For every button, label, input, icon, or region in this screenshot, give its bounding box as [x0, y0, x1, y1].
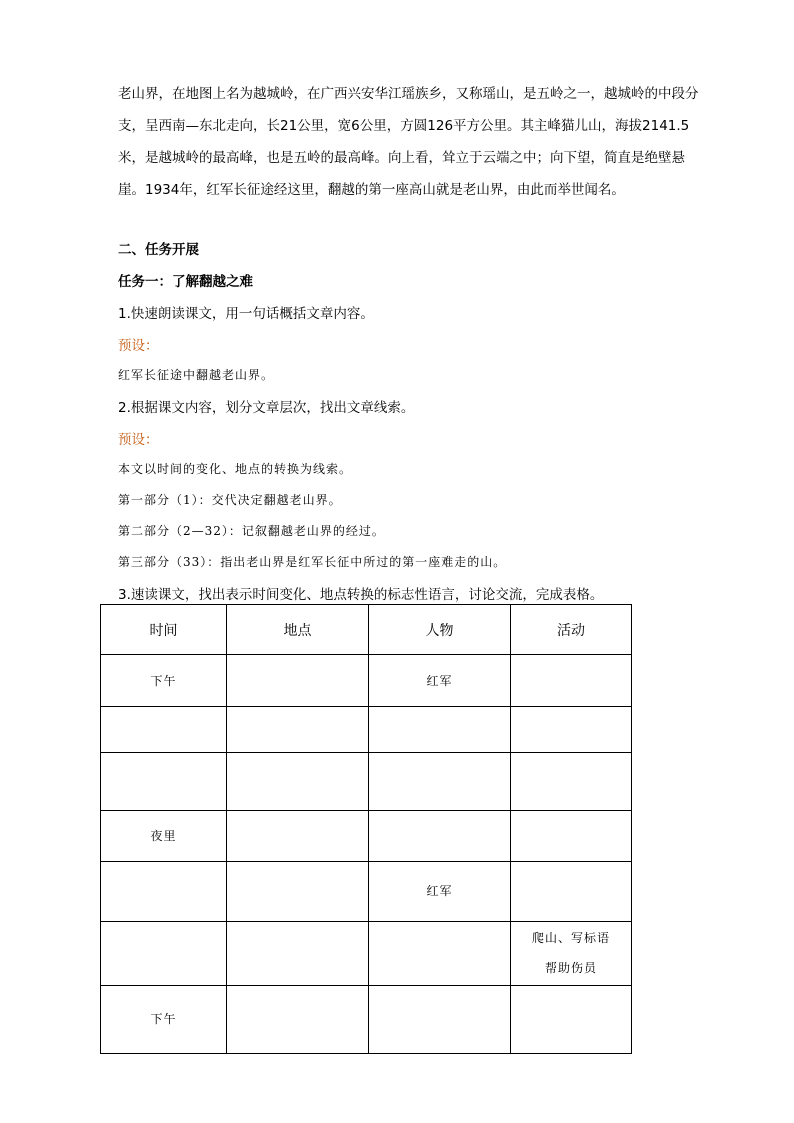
header-activity: 活动 [511, 605, 632, 655]
question-1: 1.快速朗读课文，用一句话概括文章内容。 [118, 306, 374, 322]
cell-place [227, 861, 369, 921]
cell-time [101, 921, 227, 985]
answer-2-line: 第二部分（2—32）：记叙翻越老山界的经过。 [118, 524, 385, 538]
task-table [100, 604, 632, 1054]
cell-activity [511, 753, 632, 811]
header-person: 人物 [369, 605, 511, 655]
cell-place [227, 921, 369, 985]
cell-person [369, 707, 511, 753]
cell-time [101, 861, 227, 921]
cell-person [369, 985, 511, 1053]
cell-activity [511, 707, 632, 753]
cell-person [369, 921, 511, 985]
preset-label-1: 预设： [118, 338, 159, 354]
answer-2-line: 本文以时间的变化、地点的转换为线索。 [118, 462, 353, 476]
answer-2-line: 第三部分（33）：指出老山界是红军长征中所过的第一座难走的山。 [118, 555, 507, 569]
cell-person: 红军 [369, 655, 511, 707]
cell-time [101, 753, 227, 811]
cell-place [227, 753, 369, 811]
table-row [101, 655, 632, 707]
table-row [101, 985, 632, 1053]
cell-time: 下午 [101, 655, 227, 707]
intro-text: 老山界，在地图上名为越城岭，在广西兴安华江瑶族乡，又称瑶山，是五岭之一，越城岭的中段分支，呈西南—东北走向，长21公里，宽6公里，方圆126平方公里。其主峰猫儿山，海拔2141.5米，是越城岭的最高峰，也是五岭的最高峰。向上看，耸立于云端之中；向下望，简直是绝壁悬崖。1934年，红军长征途经这里，翻越的第一座高山就是老山界，由此而举世闻名。 [118, 86, 699, 198]
table-row [101, 921, 632, 985]
question-2: 2.根据课文内容，划分文章层次，找出文章线索。 [118, 400, 415, 416]
cell-place [227, 707, 369, 753]
header-time: 时间 [101, 605, 227, 655]
cell-activity: 爬山、写标语 帮助伤员 [511, 921, 632, 985]
table-header-row [101, 605, 632, 655]
cell-time: 夜里 [101, 811, 227, 861]
cell-person: 红军 [369, 861, 511, 921]
answer-1: 红军长征途中翻越老山界。 [118, 368, 275, 382]
cell-person [369, 811, 511, 861]
table-row [101, 753, 632, 811]
task1-title: 任务一：了解翻越之难 [118, 274, 253, 290]
question-3: 3.速读课文，找出表示时间变化、地点转换的标志性语言，讨论交流，完成表格。 [118, 587, 604, 603]
cell-person [369, 753, 511, 811]
cell-activity [511, 811, 632, 861]
cell-place [227, 811, 369, 861]
header-place: 地点 [227, 605, 369, 655]
cell-activity [511, 985, 632, 1053]
answer-2-line: 第一部分（1）：交代决定翻越老山界。 [118, 493, 342, 507]
cell-place [227, 655, 369, 707]
cell-activity [511, 655, 632, 707]
section-title: 二、任务开展 [118, 242, 199, 258]
table-row [101, 707, 632, 753]
table-row [101, 861, 632, 921]
cell-time [101, 707, 227, 753]
cell-activity [511, 861, 632, 921]
cell-place [227, 985, 369, 1053]
intro-paragraph [118, 78, 708, 206]
cell-time: 下午 [101, 985, 227, 1053]
preset-label-2: 预设： [118, 432, 159, 448]
table-row [101, 811, 632, 861]
